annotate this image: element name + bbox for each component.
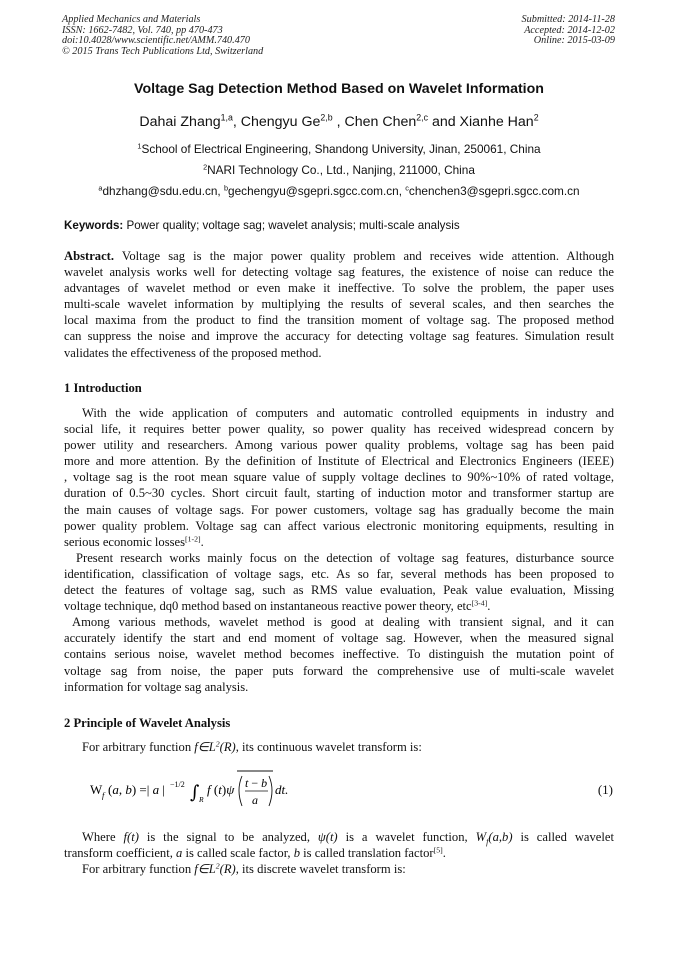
svg-text:W: W <box>90 782 103 797</box>
email-sup: a <box>98 183 103 193</box>
text-line: , voltage sag is the root mean square value of supply voltage declines to 90%~10% of rated voltage, <box>64 470 614 485</box>
text-line: For arbitrary function $f\in L^2(R)$, its discrete wavelet transform is: <box>82 861 406 877</box>
author-name: and Xianhe Han <box>428 114 534 130</box>
equation-1-formula <box>90 769 310 815</box>
aff-text: NARI Technology Co., Ltd., Nanjing, 211000, China <box>207 163 475 177</box>
accepted-date: Accepted: 2014-12-02 <box>524 24 615 36</box>
journal-info <box>62 15 263 57</box>
text-line: power quality problem. Voltage sag can affect various electronic monitoring equipments, resulting in <box>64 518 614 533</box>
text-line: identification, classification of voltage sags, etc. As so far, several methods has been proposed to <box>64 566 614 581</box>
aff-sup: 1 <box>137 141 142 151</box>
journal-copyright: © 2015 Trans Tech Publications Ltd, Switzerland <box>62 45 264 57</box>
wavelet-body <box>64 829 614 877</box>
abstract-line: can suppress the noise and improve the accuracy for detecting voltage sag features. Simulation result <box>64 329 614 344</box>
equation-1 <box>90 769 613 815</box>
citation: [3-4] <box>471 598 488 608</box>
email: gechengyu@sgepri.sgcc.com.cn, <box>228 184 406 198</box>
author-emails <box>0 184 678 198</box>
svg-text:∫: ∫ <box>190 782 200 803</box>
text-line: information for voltage sag analysis. <box>64 679 249 694</box>
abstract <box>64 248 614 361</box>
keywords-label: Keywords: <box>64 219 124 232</box>
text-line: detect the features of voltage sag, such as RMS value evaluation, Peak value evaluation, Missing <box>64 583 614 598</box>
svg-text:(a, b) =| a |: (a, b) =| a | <box>108 782 165 797</box>
section-heading: 2 Principle of Wavelet Analysis <box>64 716 231 730</box>
email: chenchen3@sgepri.sgcc.com.cn <box>408 184 580 198</box>
text-line: social life, it requires better power quality, so power quality has received widespread concern by <box>64 422 614 437</box>
text-line: transform coefficient, a is called scale factor, b is called translation factor[5]. <box>64 845 446 861</box>
author-sup: 2,c <box>416 112 428 123</box>
author-list <box>0 114 678 130</box>
online-date: Online: 2015-03-09 <box>533 35 615 47</box>
email-sup: b <box>223 183 229 193</box>
text-line: With the wide application of computers and automatic controlled equipments in industry and <box>82 406 614 420</box>
author-sup: 2,b <box>320 112 333 123</box>
abstract-line: local maxima from the product to find the transition moment of voltage sag. The proposed method <box>64 313 614 328</box>
text-line: duration of 0.5~30 cycles. Short circuit fault, starting of induction motor and transformer startup are <box>64 486 614 501</box>
equation-number: (1) <box>597 782 613 797</box>
abstract-line: wavelet analysis works well for detecting voltage sag features, the existence of noise can reduce the <box>64 265 614 280</box>
abstract-line: validates the effectiveness of the proposed method. <box>64 345 322 360</box>
journal-issn: ISSN: 1662-7482, Vol. 740, pp 470-473 <box>62 24 223 36</box>
abstract-label: Abstract. <box>64 249 115 263</box>
abstract-line: advantages of wavelet method or even make it ineffective. To solve the problem, the paper uses <box>64 281 614 296</box>
author-sup: 1,a <box>220 112 233 123</box>
citation: [1-2] <box>185 534 201 544</box>
journal-doi: doi:10.4028/www.scientific.net/AMM.740.470 <box>62 35 250 47</box>
svg-text:f (t)ψ: f (t)ψ <box>207 782 235 797</box>
keywords <box>64 219 460 232</box>
svg-text:f: f <box>102 790 105 800</box>
svg-text:a: a <box>252 793 258 807</box>
aff-sup: 2 <box>203 162 208 172</box>
affiliation-2 <box>0 163 678 177</box>
abstract-line: Abstract. Voltage sag is the major power quality problem and receives wide attention. Although <box>64 249 614 263</box>
svg-text:−1/2: −1/2 <box>170 780 185 789</box>
author-name: Dahai Zhang <box>139 114 221 130</box>
text-line: Present research works mainly focus on the detection of voltage sag features, disturbance source <box>76 550 614 565</box>
text-line: contains serious noise, wavelet method becomes ineffective. To distinguish the mutation point of <box>64 647 614 662</box>
text-line: the main causes of voltage sags. For power customers, voltage sag has gradually become the main <box>64 502 614 517</box>
text-line: serious economic losses[1-2]. <box>64 534 204 549</box>
svg-text:dt.: dt. <box>275 782 289 797</box>
text-line: For arbitrary function $f\in L^2(R)$, its continuous wavelet transform is: <box>82 739 422 754</box>
math-fL2: $f\in L^2(R)$ <box>194 739 236 754</box>
paper-title: Voltage Sag Detection Method Based on Wavelet Information <box>134 81 544 97</box>
author-name: , Chengyu Ge <box>232 114 321 130</box>
section-heading: 1 Introduction <box>64 381 142 395</box>
text-line: voltage sag from noise, the paper puts forward the comprehensive use of multi-scale wavelet <box>64 663 614 678</box>
aff-text: School of Electrical Engineering, Shandong University, Jinan, 250061, China <box>141 142 541 156</box>
text-line: power utility and researchers. Among various power quality problems, voltage sag has been paid <box>64 438 614 453</box>
text-line: voltage technique, dq0 method based on instantaneous reactive power theory, etc[3-4]. <box>64 598 491 614</box>
wavelet-intro <box>64 739 614 755</box>
author-sup: 2 <box>533 112 539 123</box>
citation: [5] <box>433 845 443 855</box>
journal-name: Applied Mechanics and Materials <box>62 14 201 25</box>
math-fL2: $f\in L^2(R)$ <box>194 861 236 877</box>
text-line: more and more attention. By the definition of Institute of Electrical and Electronics Engineers (IEEE) <box>64 454 614 469</box>
text-line: accurately identify the start and end moment of voltage sag. However, when the measured signal <box>64 631 614 646</box>
svg-text:R: R <box>199 795 204 804</box>
email-sup: c <box>405 183 409 193</box>
svg-text:t − b: t − b <box>245 776 268 790</box>
email: dhzhang@sdu.edu.cn, <box>102 184 224 198</box>
intro-body <box>64 405 614 695</box>
text-line: Where f(t) is the signal to be analyzed, ψ(t) is a wavelet function, $W_f(a,b)$ is called wavelet <box>82 830 614 847</box>
abstract-line: multi-scale wavelet information by multiplying the results of several scales, and then searches the <box>64 297 614 312</box>
affiliation-1 <box>0 142 678 156</box>
publication-dates <box>522 15 615 47</box>
submitted-date: Submitted: 2014-11-28 <box>521 14 615 25</box>
author-name: , Chen Chen <box>332 114 417 130</box>
keywords-text: Power quality; voltage sag; wavelet analysis; multi-scale analysis <box>123 219 460 232</box>
text-line: Among various methods, wavelet method is good at dealing with transient signal, and it can <box>72 615 614 630</box>
